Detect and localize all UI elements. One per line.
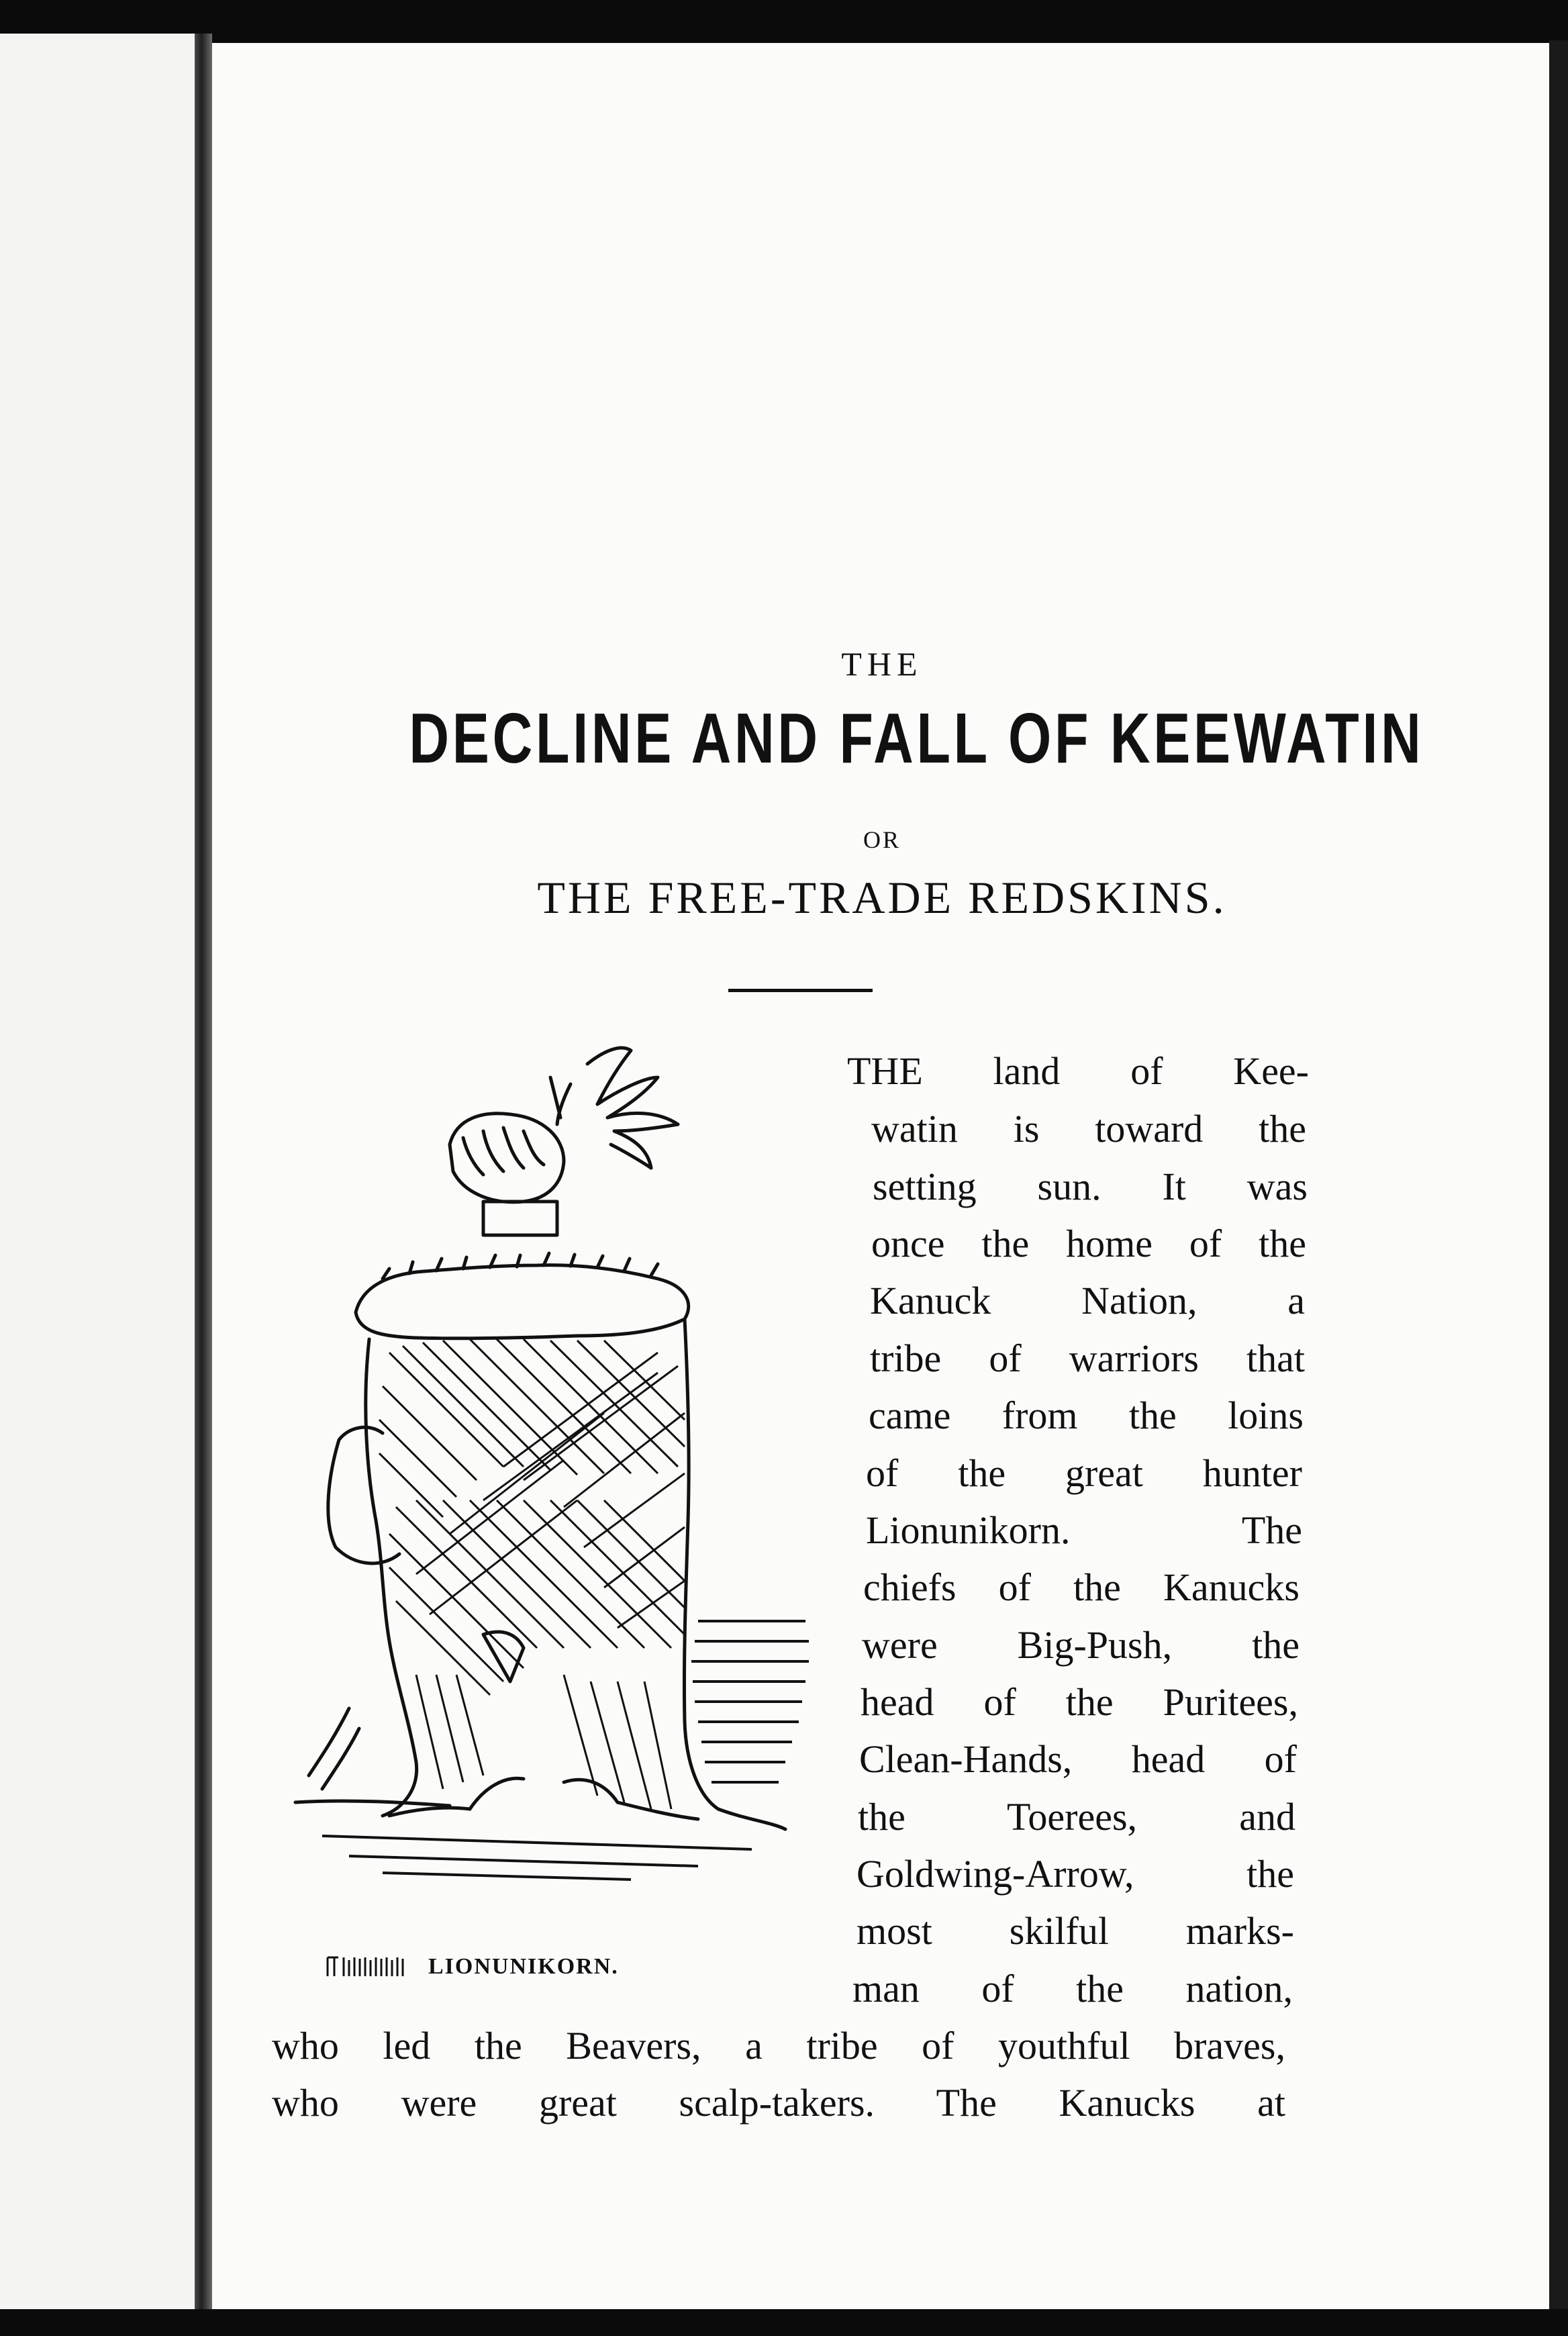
book-gutter bbox=[195, 34, 212, 2310]
illustration-caption bbox=[325, 1950, 619, 1984]
caption-label: LIONUNIKORN. bbox=[428, 1954, 619, 1979]
scan-bottom-border bbox=[0, 2309, 1568, 2336]
signature-mark bbox=[325, 1953, 412, 1980]
body-line: THE land of Kee- bbox=[847, 1049, 1309, 1093]
body-line: setting sun. It was bbox=[873, 1165, 1308, 1208]
title-divider bbox=[728, 989, 873, 992]
body-line: of the great hunter bbox=[866, 1451, 1302, 1495]
body-line: watin is toward the bbox=[871, 1107, 1306, 1151]
body-line: Kanuck Nation, a bbox=[870, 1279, 1305, 1322]
body-line: man of the nation, bbox=[852, 1967, 1293, 2010]
page-title: DECLINE AND FALL OF KEEWATIN bbox=[409, 699, 1424, 778]
body-line: head of the Puritees, bbox=[861, 1680, 1298, 1724]
body-line: Clean-Hands, head of bbox=[859, 1737, 1297, 1781]
title-article: THE bbox=[841, 645, 923, 683]
body-line: came from the loins bbox=[869, 1394, 1304, 1437]
scan-top-border bbox=[0, 0, 1568, 40]
body-line: Goldwing-Arrow, the bbox=[856, 1852, 1294, 1896]
facing-page bbox=[0, 34, 199, 2310]
body-line: Lionunikorn. The bbox=[866, 1508, 1302, 1552]
body-line: most skilful marks- bbox=[856, 1909, 1294, 1953]
scan-right-border bbox=[1549, 40, 1568, 2323]
body-line: who were great scalp-takers. The Kanucks at bbox=[272, 2081, 1285, 2125]
body-line: chiefs of the Kanucks bbox=[863, 1565, 1300, 1609]
body-line: the Toerees, and bbox=[858, 1795, 1295, 1839]
body-line: tribe of warriors that bbox=[870, 1336, 1305, 1380]
title-conjunction: OR bbox=[863, 826, 901, 853]
body-line: who led the Beavers, a tribe of youthful braves, bbox=[272, 2024, 1285, 2067]
lionunikorn-illustration bbox=[282, 1037, 812, 1930]
body-line: once the home of the bbox=[871, 1222, 1306, 1265]
body-line: were Big-Push, the bbox=[862, 1623, 1300, 1667]
page-subtitle: THE FREE-TRADE REDSKINS. bbox=[537, 872, 1227, 923]
